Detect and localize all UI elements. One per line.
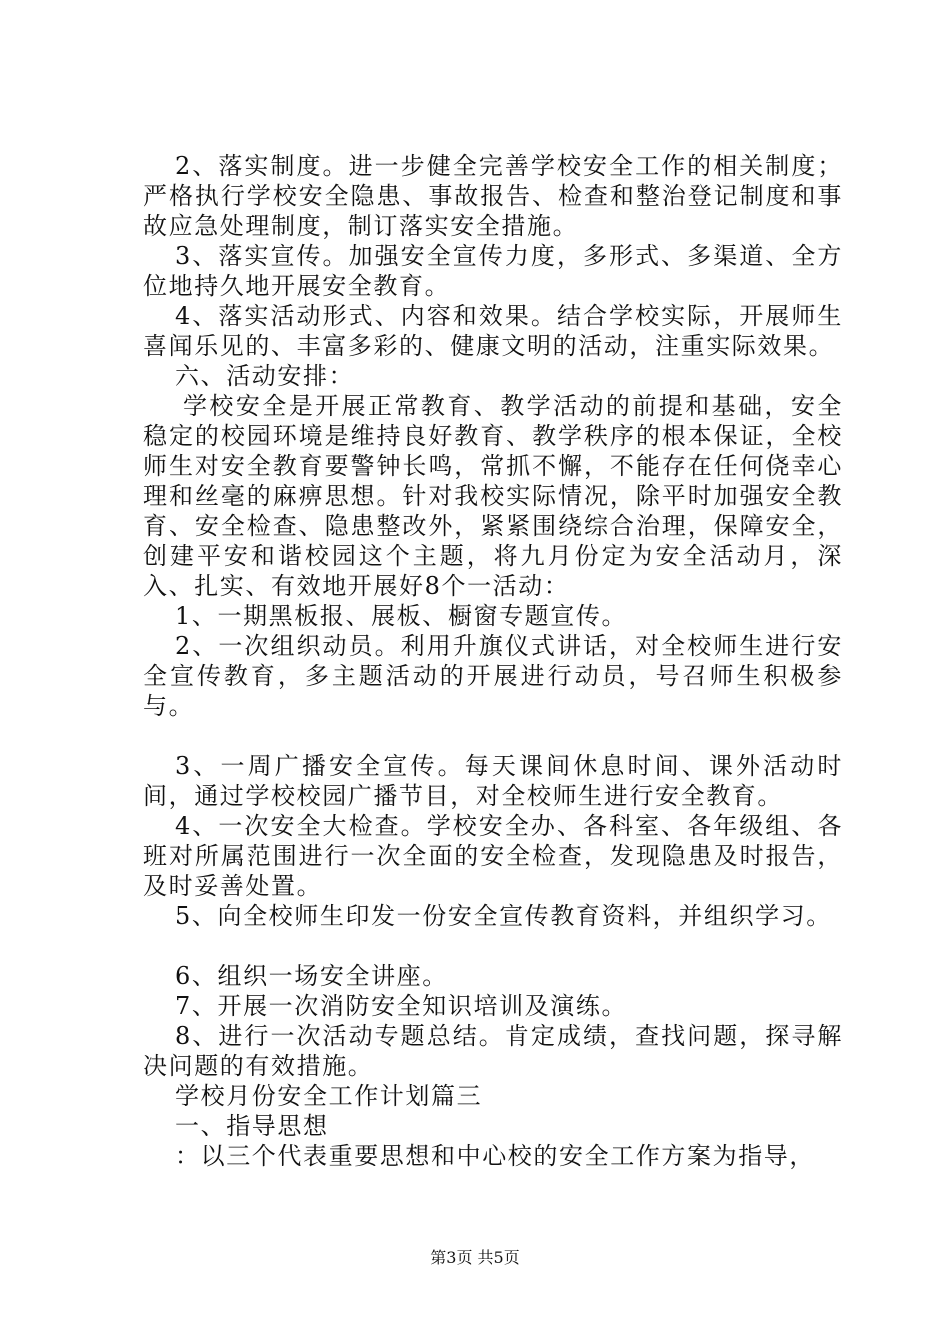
paragraph: 2、落实制度。进一步健全完善学校安全工作的相关制度；严格执行学校安全隐患、事故报告、检查和整治登记制度和事故应急处理制度，制订落实安全措施。 <box>143 152 843 240</box>
list-item: 3、一周广播安全宣传。每天课间休息时间、课外活动时间，通过学校校园广播节目，对全校师生进行安全教育。 <box>143 752 843 810</box>
paragraph: 学校安全是开展正常教育、教学活动的前提和基础，安全稳定的校园环境是维持良好教育、教学秩序的根本保证，全校师生对安全教育要警钟长鸣，常抓不懈，不能存在任何侥幸心理和丝毫的麻痹思想。针对我校实际情况，除平时加强安全教育、安全检查、隐患整改外，紧紧围绕综合治理，保障安全，创建平安和谐校园这个主题，将九月份定为安全活动月，深入、扎实、有效地开展好8个一活动： <box>143 392 843 600</box>
list-item: 8、进行一次活动专题总结。肯定成绩，查找问题，探寻解决问题的有效措施。 <box>143 1022 843 1080</box>
paragraph: 4、落实活动形式、内容和效果。结合学校实际，开展师生喜闻乐见的、丰富多彩的、健康文明的活动，注重实际效果。 <box>143 302 843 360</box>
list-item: 7、开展一次消防安全知识培训及演练。 <box>175 992 628 1020</box>
page-footer: 第3页 共5页 <box>430 1248 520 1267</box>
blank-line <box>143 721 843 751</box>
list-item: 6、组织一场安全讲座。 <box>175 962 448 990</box>
document-body <box>143 151 843 1171</box>
list-item: 2、一次组织动员。利用升旗仪式讲话，对全校师生进行安全宣传教育，多主题活动的开展进行动员，号召师生积极参与。 <box>143 632 843 720</box>
paragraph: 3、落实宣传。加强安全宣传力度，多形式、多渠道、全方位地持久地开展安全教育。 <box>143 242 843 300</box>
blank-line <box>143 931 843 961</box>
list-item: 1、一期黑板报、展板、橱窗专题宣传。 <box>175 602 628 630</box>
section-heading: 六、活动安排： <box>175 362 355 390</box>
list-item: 4、一次安全大检查。学校安全办、各科室、各年级组、各班对所属范围进行一次全面的安全检查，发现隐患及时报告，及时妥善处置。 <box>143 812 843 900</box>
section-title: 学校月份安全工作计划篇三 <box>175 1082 483 1110</box>
paragraph: ：以三个代表重要思想和中心校的安全工作方案为指导， <box>175 1142 815 1170</box>
section-heading: 一、指导思想 <box>175 1112 329 1140</box>
list-item: 5、向全校师生印发一份安全宣传教育资料，并组织学习。 <box>175 902 832 930</box>
